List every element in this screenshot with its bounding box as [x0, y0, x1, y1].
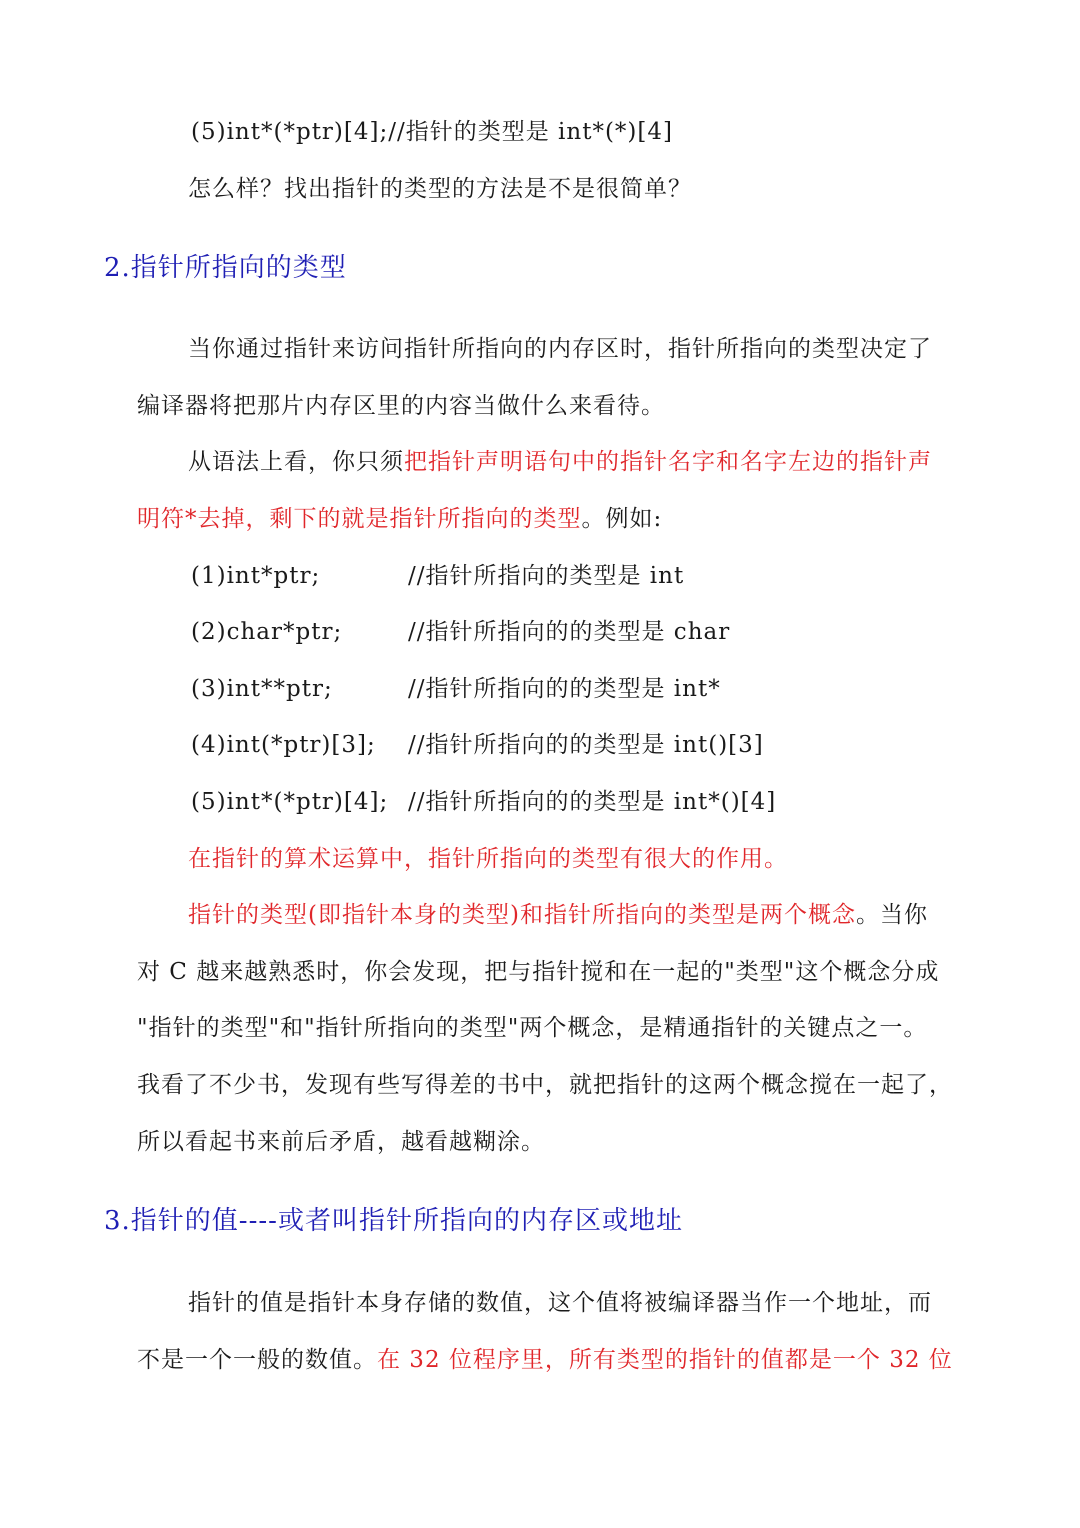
example-3-comment: //指针所指向的的类型是 int*: [408, 676, 721, 702]
example-4-comment: //指针所指向的的类型是 int()[3]: [408, 732, 764, 758]
para2-line2: [137, 503, 662, 535]
example-5-code: (5)int*(*ptr)[4];: [191, 789, 389, 815]
example-1-comment: //指针所指向的类型是 int: [408, 563, 685, 589]
para3-line1: [188, 899, 928, 931]
arithmetic-note: 在指针的算术运算中，指针所指向的类型有很大的作用。: [188, 846, 788, 872]
para2-line1-normal: 从语法上看，你只须: [188, 449, 404, 475]
para3-line5: 所以看起书来前后矛盾，越看越糊涂。: [137, 1129, 545, 1155]
example-3-code: (3)int**ptr;: [191, 676, 333, 702]
para3-line3: "指针的类型"和"指针所指向的类型"两个概念，是精通指针的关键点之一。: [137, 1015, 928, 1041]
para1-line2: 编译器将把那片内存区里的内容当做什么来看待。: [137, 393, 665, 419]
s3-para1-line2: [137, 1344, 953, 1376]
code-example-5-pointer-type: (5)int*(*ptr)[4];//指针的类型是 int*(*)[4]: [191, 119, 673, 145]
para3-line2: 对 C 越来越熟悉时，你会发现，把与指针搅和在一起的"类型"这个概念分成: [137, 959, 940, 985]
para2-line1-emphasis: 把指针声明语句中的指针名字和名字左边的指针声: [404, 449, 932, 475]
para3-line1-emphasis: 指针的类型(即指针本身的类型)和指针所指向的类型是两个概念: [188, 902, 856, 928]
para1-line1: 当你通过指针来访问指针所指向的内存区时，指针所指向的类型决定了: [188, 336, 932, 362]
s3-para1-line1: 指针的值是指针本身存储的数值，这个值将被编译器当作一个地址，而: [188, 1290, 932, 1316]
example-5-comment: //指针所指向的的类型是 int*()[4]: [408, 789, 777, 815]
para2-line2-emphasis: 明符*去掉，剩下的就是指针所指向的类型: [137, 506, 582, 532]
para3-line1-normal: 。当你: [855, 902, 928, 928]
s3-para1-line2-normal: 不是一个一般的数值。: [137, 1347, 377, 1373]
example-2-comment: //指针所指向的的类型是 char: [408, 619, 731, 645]
para3-line4: 我看了不少书，发现有些写得差的书中，就把指针的这两个概念搅在一起了，: [137, 1072, 953, 1098]
para2-line2-normal: 。例如:: [581, 506, 663, 532]
s3-para1-line2-emphasis: 在 32 位程序里，所有类型的指针的值都是一个 32 位: [377, 1347, 953, 1373]
example-1-code: (1)int*ptr;: [191, 563, 321, 589]
section-2-heading: 2.指针所指向的类型: [104, 253, 347, 283]
question-paragraph: 怎么样？找出指针的类型的方法是不是很简单？: [188, 176, 692, 202]
example-2-code: (2)char*ptr;: [191, 619, 343, 645]
section-3-heading: 3.指针的值----或者叫指针所指向的内存区或地址: [104, 1206, 683, 1236]
para2-line1: [188, 446, 932, 478]
example-4-code: (4)int(*ptr)[3];: [191, 732, 376, 758]
